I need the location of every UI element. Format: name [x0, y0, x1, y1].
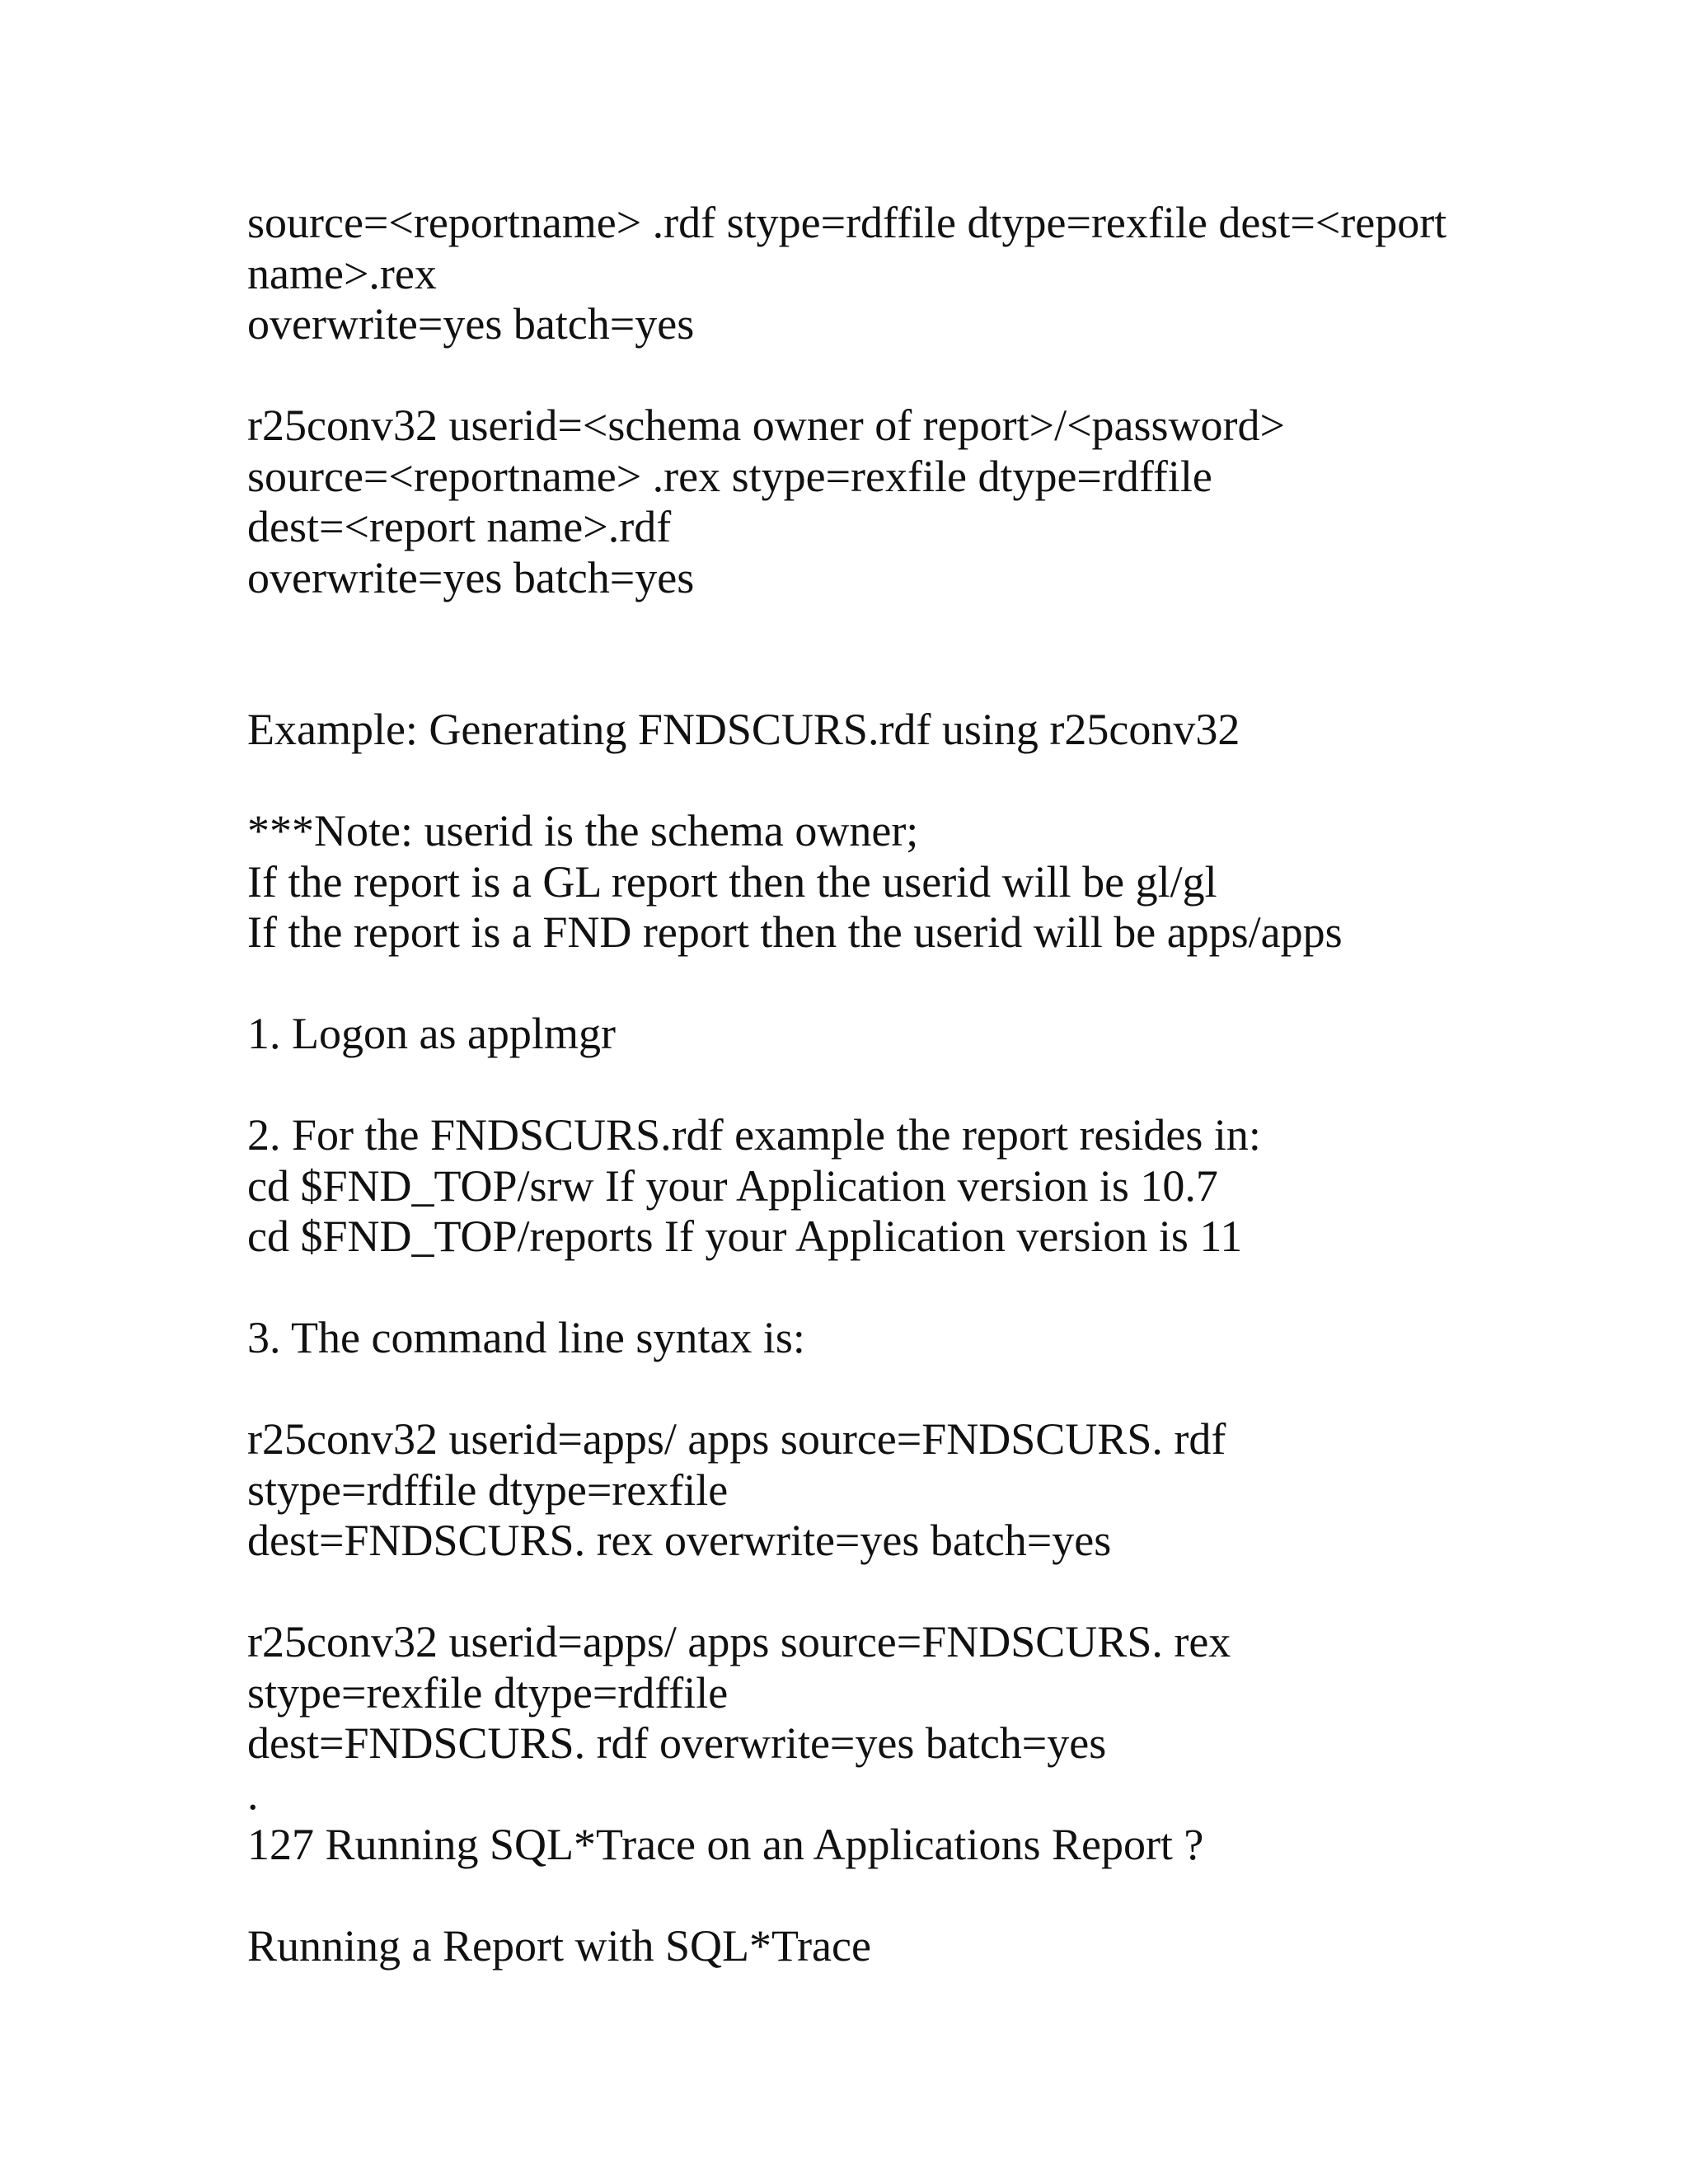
command-line: dest=FNDSCURS. rex overwrite=yes batch=yes — [247, 1516, 1112, 1565]
note-line: If the report is a GL report then the userid will be gl/gl — [247, 856, 1217, 907]
text-line: overwrite=yes batch=yes — [247, 552, 695, 602]
dot-line: . — [247, 1769, 259, 1819]
text-line: source=<reportname> .rex stype=rexfile dtype=rdffile — [247, 451, 1212, 501]
command-line: stype=rdffile dtype=rexfile — [247, 1465, 729, 1515]
text-line: name>.rex — [247, 248, 437, 298]
blank-line — [247, 1263, 1648, 1314]
note-line: ***Note: userid is the schema owner; — [247, 806, 919, 855]
blank-line — [247, 1364, 1648, 1415]
text-line: source=<reportname> .rdf stype=rdffile dtype=rexfile dest=<report — [247, 198, 1447, 247]
text-line: overwrite=yes batch=yes — [247, 299, 695, 349]
blank-line — [247, 350, 1648, 401]
command-line: stype=rexfile dtype=rdffile — [247, 1667, 729, 1718]
note-line: If the report is a FND report then the userid will be apps/apps — [247, 907, 1343, 957]
blank-line — [247, 756, 1648, 807]
step-3: 3. The command line syntax is: — [247, 1313, 805, 1362]
example-heading: Example: Generating FNDSCURS.rdf using r25conv32 — [247, 705, 1240, 754]
text-line: dest=<report name>.rdf — [247, 502, 672, 551]
blank-line — [247, 1060, 1648, 1111]
command-line: r25conv32 userid=apps/ apps source=FNDSCURS. rex — [247, 1617, 1231, 1666]
command-line: dest=FNDSCURS. rdf overwrite=yes batch=yes — [247, 1718, 1107, 1768]
command-line: r25conv32 userid=apps/ apps source=FNDSCURS. rdf — [247, 1414, 1226, 1464]
section-heading: 127 Running SQL*Trace on an Applications Report ? — [247, 1820, 1204, 1869]
blank-line — [247, 1871, 1648, 1922]
step-1: 1. Logon as applmgr — [247, 1009, 616, 1058]
text-line: cd $FND_TOP/srw If your Application version is 10.7 — [247, 1160, 1218, 1211]
blank-line — [247, 603, 1648, 654]
blank-line — [247, 654, 1648, 705]
text-line: cd $FND_TOP/reports If your Application version is 11 — [247, 1212, 1243, 1261]
blank-line — [247, 958, 1648, 1010]
subsection-heading: Running a Report with SQL*Trace — [247, 1921, 871, 1971]
blank-line — [247, 1567, 1648, 1618]
step-2: 2. For the FNDSCURS.rdf example the report resides in: — [247, 1110, 1261, 1160]
document-body — [247, 198, 1648, 1972]
text-line: r25conv32 userid=<schema owner of report>/<password> — [247, 401, 1285, 450]
